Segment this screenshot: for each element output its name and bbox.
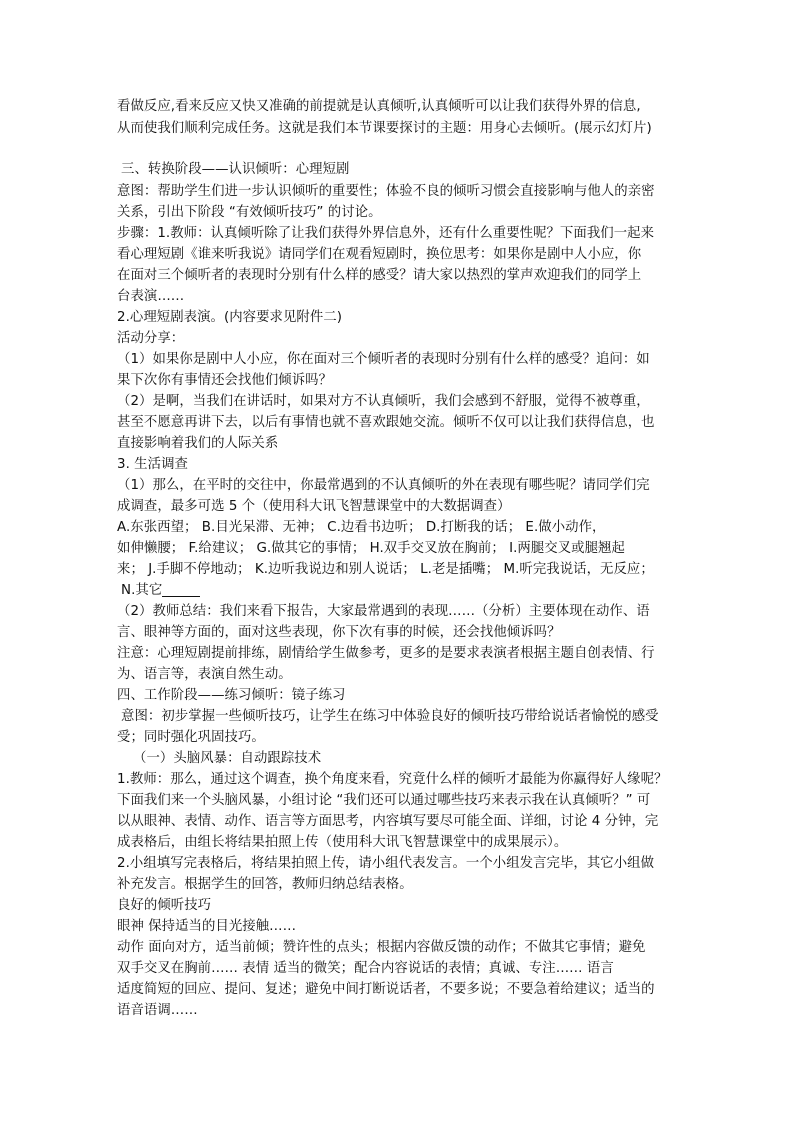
text-line: 以从眼神、表情、动作、语言等方面思考，内容填写要尽可能全面、详细，讨论 4 分钟，完 bbox=[117, 814, 659, 829]
text-line: （2）是啊，当我们在讲话时，如果对方不认真倾听，我们会感到不舒服，觉得不被尊重， bbox=[117, 394, 650, 409]
text-line: 直接影响着我们的人际关系 bbox=[117, 436, 279, 451]
text-line: 受；同时强化巩固技巧。 bbox=[117, 730, 265, 745]
text-line: 甚至不愿意再讲下去，以后有事情也就不喜欢跟她交流。倾听不仅可以让我们获得信息，也 bbox=[117, 415, 655, 430]
table-row: 眼神 保持适当的目光接触…… bbox=[117, 919, 297, 934]
text-line: （1）那么，在平时的交往中，你最常遇到的不认真倾听的外在表现有哪些呢？请同学们完 bbox=[117, 478, 650, 493]
text-line: 2.小组填写完表格后，将结果拍照上传，请小组代表发言。一个小组发言完毕，其它小组做 bbox=[117, 856, 655, 871]
subsection-heading: （一）头脑风暴：自动跟踪技术 bbox=[133, 751, 322, 766]
survey-options-line: 来； J.手脚不停地动； K.边听我说边和别人说话； L.老是插嘴； M.听完我说话，无反应； bbox=[117, 562, 654, 577]
text-line: （1）如果你是剧中人小应，你在面对三个倾听者的表现时分别有什么样的感受？追问：如 bbox=[117, 352, 650, 367]
survey-option-other bbox=[121, 581, 200, 601]
text-line: 看心理短剧《谁来听我说》请同学们在观看短剧时，换位思考：如果你是剧中人小应，你 bbox=[117, 247, 642, 262]
table-row: 语音语调…… bbox=[117, 1003, 198, 1018]
text-line: 果下次你有事情还会找他们倾诉吗？ bbox=[117, 373, 333, 388]
text-line: 成表格后，由组长将结果拍照上传（使用科大讯飞智慧课堂中的成果展示）。 bbox=[117, 835, 568, 850]
text-line: 3. 生活调查 bbox=[117, 457, 188, 472]
table-title: 良好的倾听技巧 bbox=[117, 898, 212, 913]
text-line: 步骤：1.教师：认真倾听除了让我们获得外界信息外，还有什么重要性呢？下面我们一起来 bbox=[117, 226, 655, 241]
text-line: 1.教师：那么，通过这个调查，换个角度来看，究竟什么样的倾听才最能为你赢得好人缘呢？ bbox=[117, 772, 668, 787]
text-line: 看做反应,看来反应又快又准确的前提就是认真倾听,认真倾听可以让我们获得外界的信息, bbox=[117, 99, 641, 114]
text-line: 注意：心理短剧提前排练，剧情给学生做参考，更多的是要求表演者根据主题自创表情、行 bbox=[117, 646, 655, 661]
text-line: 言、眼神等方面的，面对这些表现，你下次有事的时候，还会找他倾诉吗？ bbox=[117, 625, 561, 640]
text-line: 台表演…… bbox=[117, 289, 185, 304]
fill-in-blank bbox=[162, 582, 200, 597]
text-line: 为、语言等，表演自然生动。 bbox=[117, 667, 292, 682]
text-line: 补充发言。根据学生的回答，教师归纳总结表格。 bbox=[117, 877, 413, 892]
survey-options-line: 如伸懒腰； F.给建议； G.做其它的事情； H.双手交叉放在胸前； I.两腿交叉或腿翘起 bbox=[117, 541, 625, 556]
text-line: 在面对三个倾听者的表现时分别有什么样的感受？请大家以热烈的掌声欢迎我们的同学上 bbox=[117, 268, 642, 283]
survey-option-other-label: N.其它 bbox=[121, 583, 163, 598]
section-heading: 三、转换阶段——认识倾听：心理短剧 bbox=[121, 162, 350, 177]
table-row: 双手交叉在胸前…… 表情 适当的微笑；配合内容说话的表情；真诚、专注…… 语言 bbox=[117, 961, 614, 976]
text-line: 2.心理短剧表演。(内容要求见附件二) bbox=[117, 310, 343, 325]
text-line: 意图：帮助学生们进一步认识倾听的重要性；体验不良的倾听习惯会直接影响与他人的亲密 bbox=[117, 184, 655, 199]
text-line: 活动分享： bbox=[117, 331, 185, 346]
text-line: 关系，引出下阶段 “有效倾听技巧” 的讨论。 bbox=[117, 205, 382, 220]
table-row: 适度简短的回应、提问、复述；避免中间打断说话者，不要多说；不要急着给建议；适当的 bbox=[117, 982, 655, 997]
text-line: （2）教师总结：我们来看下报告，大家最常遇到的表现……（分析）主要体现在动作、语 bbox=[117, 604, 650, 619]
text-line: 从而使我们顺利完成任务。这就是我们本节课要探讨的主题：用身心去倾听。(展示幻灯片) bbox=[117, 121, 652, 136]
survey-options-line: A.东张西望； B.目光呆滞、无神； C.边看书边听； D.打断我的话； E.做小动作， bbox=[117, 520, 606, 535]
text-line: 下面我们来一个头脑风暴，小组讨论 “我们还可以通过哪些技巧来表示我在认真倾听？” 可 bbox=[117, 793, 651, 808]
section-heading: 四、工作阶段——练习倾听：镜子练习 bbox=[117, 688, 346, 703]
text-line: 意图：初步掌握一些倾听技巧，让学生在练习中体验良好的倾听技巧带给说话者愉悦的感受 bbox=[121, 709, 659, 724]
table-row: 动作 面向对方，适当前倾；赞许性的点头；根据内容做反馈的动作；不做其它事情；避免 bbox=[117, 940, 646, 955]
text-line: 成调查，最多可选 5 个（使用科大讯飞智慧课堂中的大数据调查） bbox=[117, 499, 511, 514]
